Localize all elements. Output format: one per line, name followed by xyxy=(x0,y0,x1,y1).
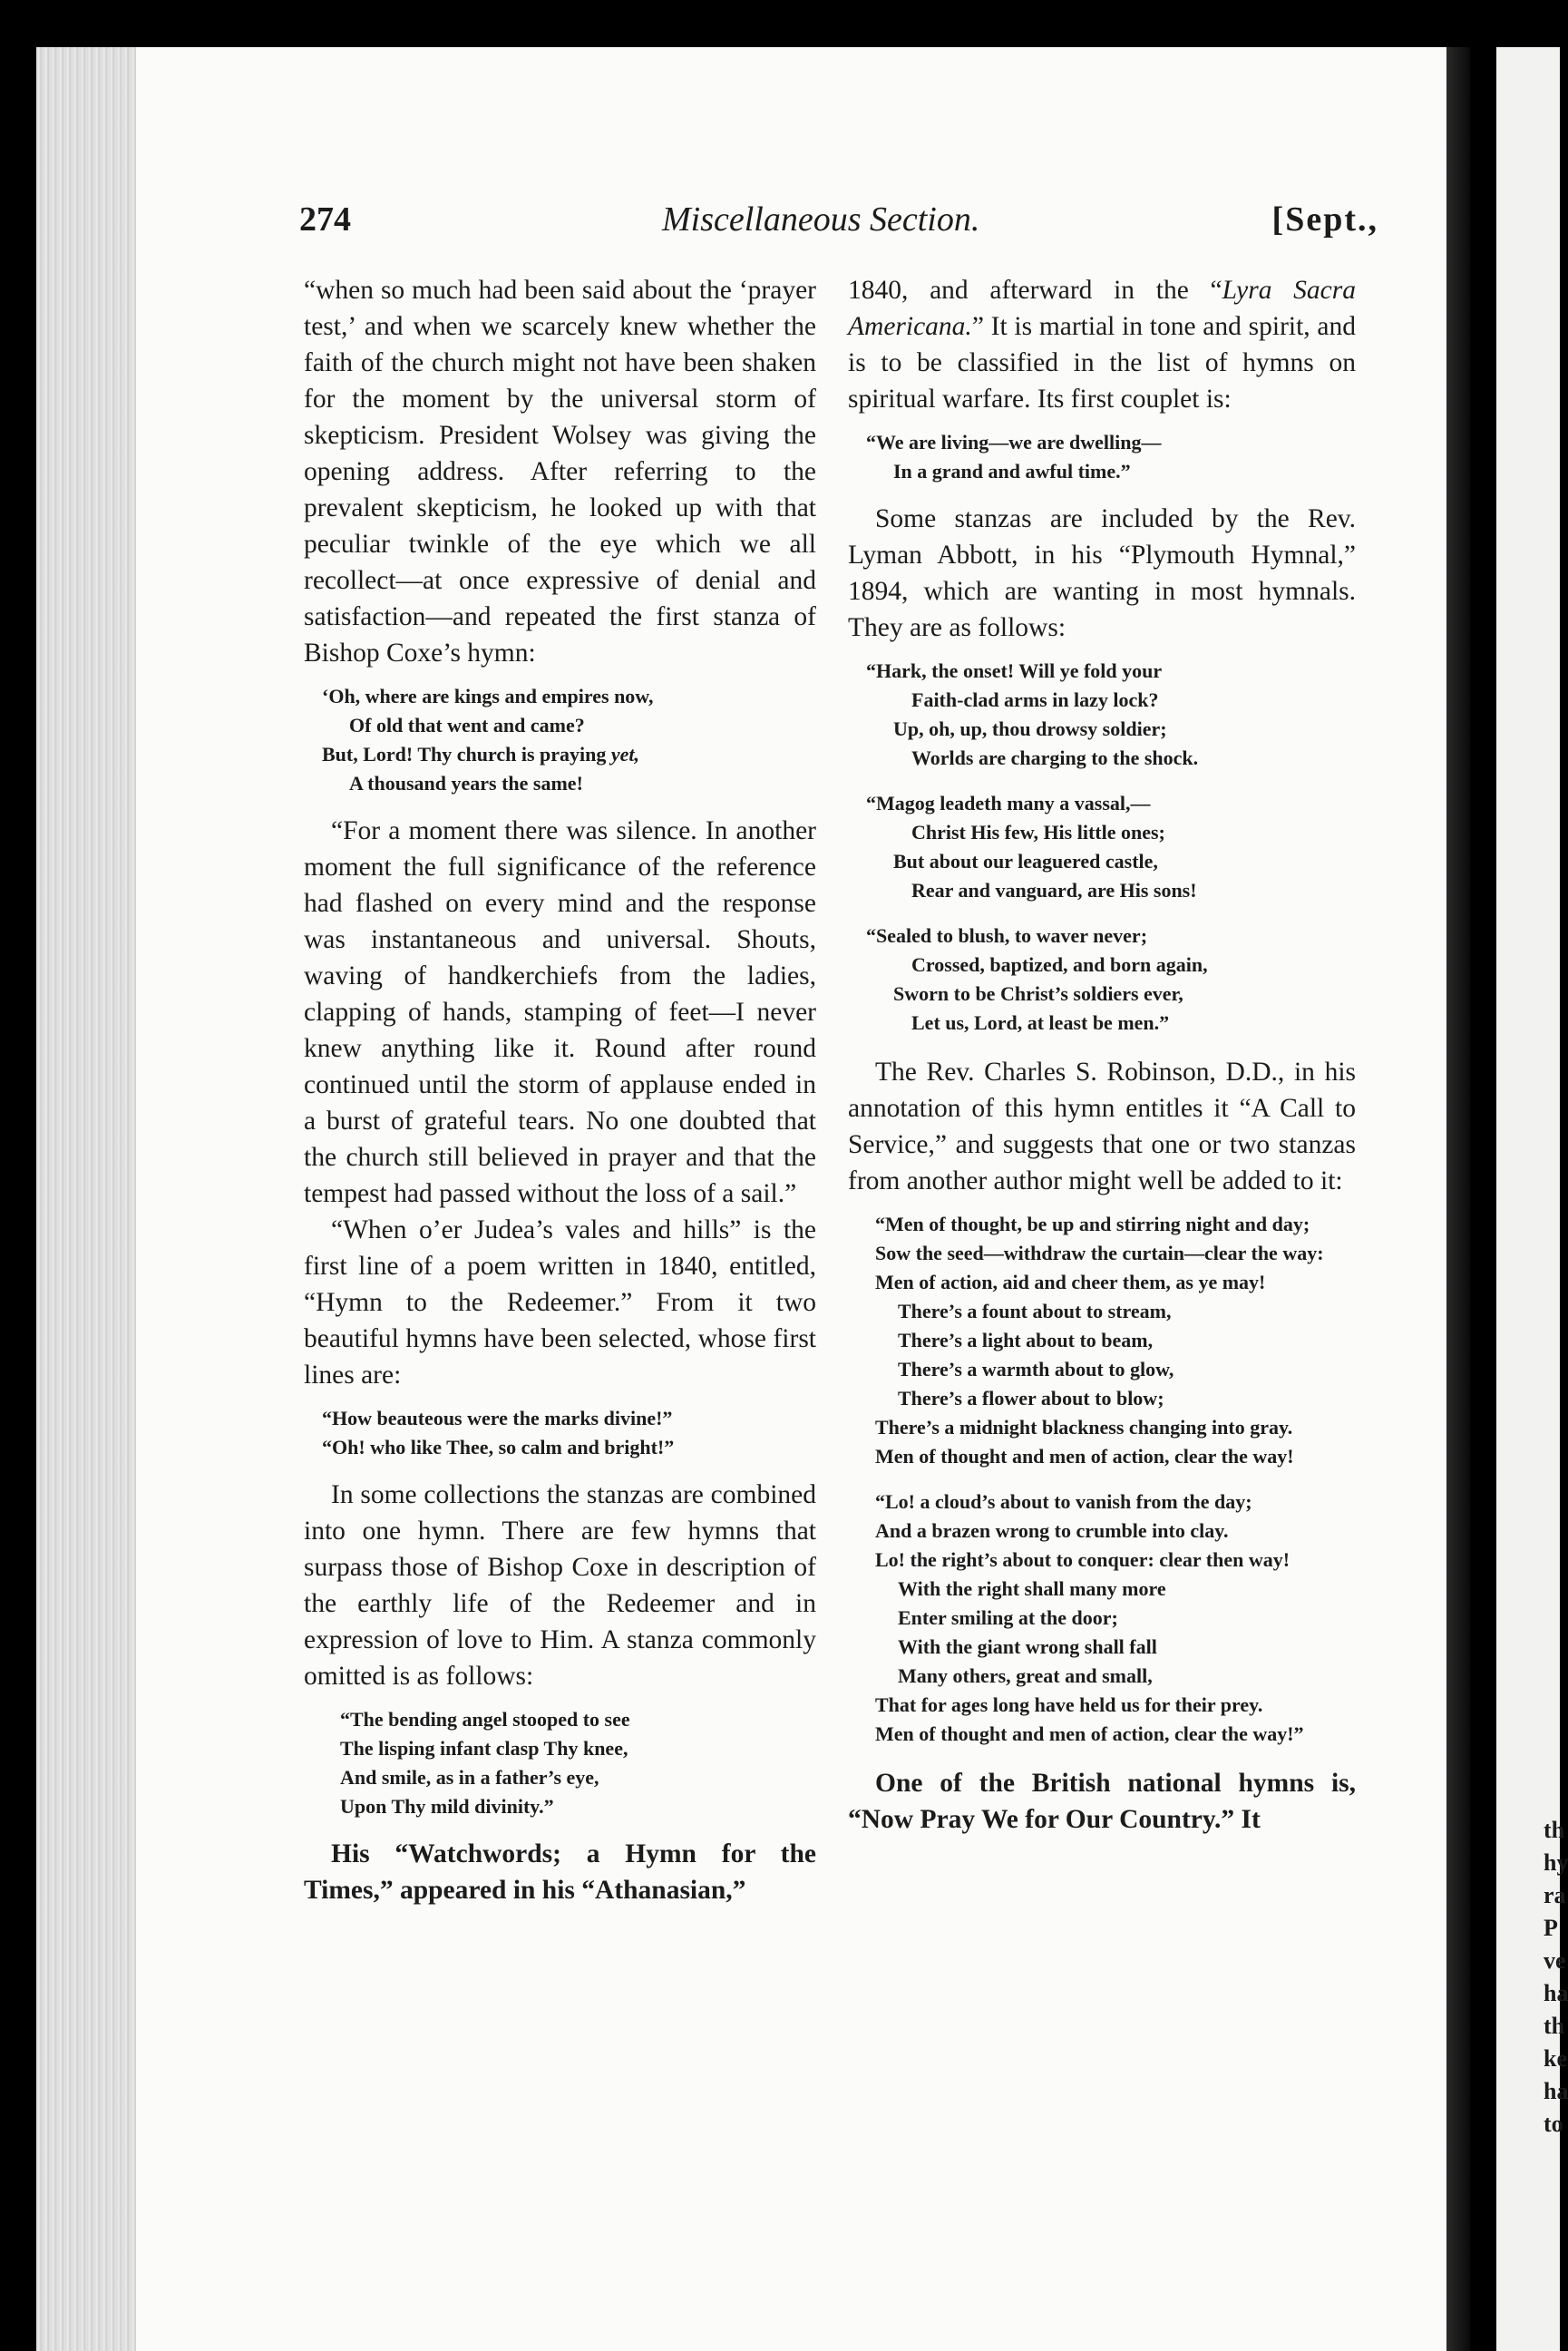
verse-line: There’s a midnight blackness changing into gray. xyxy=(875,1416,1293,1439)
next-page-fragment: ve xyxy=(1544,1947,1566,1974)
paragraph: In some collections the stanzas are combined into one hymn. There are few hymns that surpass those of Bishop Coxe in description of the earthly life of the Redeemer and in expression of love to Him. A stanza commonly omitted is as follows: xyxy=(304,1480,816,1691)
verse-quote xyxy=(322,682,816,798)
verse-line: “Oh! who like Thee, so calm and bright!” xyxy=(322,1436,675,1458)
verse-line: And smile, as in a father’s eye, xyxy=(340,1766,599,1789)
verse-line: There’s a flower about to blow; xyxy=(898,1387,1164,1410)
verse-quote xyxy=(340,1705,816,1821)
section-title: Miscellaneous Section. xyxy=(662,200,980,239)
italic-word: yet, xyxy=(610,743,640,766)
verse-line: Christ His few, His little ones; xyxy=(911,821,1165,844)
next-page-fragment: th xyxy=(1544,1817,1565,1843)
verse-line: “Hark, the onset! Will ye fold your xyxy=(866,659,1163,682)
verse-line: “Sealed to blush, to waver never; xyxy=(866,924,1148,947)
verse-line: ‘Oh, where are kings and empires now, xyxy=(322,685,654,707)
paragraph: The Rev. Charles S. Robinson, D.D., in his annotation of this hymn entitles it “A Call to Service,” and suggests that one or two stanzas from another author might well be added to it: xyxy=(848,1058,1356,1195)
issue-month: [Sept., xyxy=(1271,200,1378,239)
verse-line: Enter smiling at the door; xyxy=(898,1606,1118,1629)
verse-line: “Lo! a cloud’s about to vanish from the day; xyxy=(875,1490,1252,1513)
stanza xyxy=(866,657,1356,773)
verse-line: “We are living—we are dwelling— xyxy=(866,431,1162,454)
stanza xyxy=(848,1210,1356,1471)
paragraph: His “Watchwords; a Hymn for the Times,” appeared in his “Athanasian,” xyxy=(304,1839,816,1905)
verse-line: Men of thought and men of action, clear the way!” xyxy=(875,1722,1304,1745)
next-page-fragment: ke xyxy=(1544,2045,1567,2072)
stanza xyxy=(866,922,1356,1038)
next-page-strip xyxy=(1496,47,1568,2351)
verse-line: Let us, Lord, at least be men.” xyxy=(911,1011,1170,1034)
verse-quote xyxy=(866,428,1356,486)
page-number: 274 xyxy=(299,200,351,239)
verse-quote xyxy=(848,1210,1356,1749)
verse-quote xyxy=(322,1404,816,1462)
verse-line: The lisping infant clasp Thy knee, xyxy=(340,1737,628,1760)
verse-line: Men of thought and men of action, clear the way! xyxy=(875,1445,1294,1468)
verse-line: Sow the seed—withdraw the curtain—clear the way: xyxy=(875,1242,1324,1264)
stanza xyxy=(866,789,1356,905)
next-page-fragment: hy xyxy=(1544,1849,1568,1876)
verse-line: And a brazen wrong to crumble into clay. xyxy=(875,1519,1229,1542)
verse-line: Up, oh, up, thou drowsy soldier; xyxy=(893,717,1167,740)
verse-line: A thousand years the same! xyxy=(349,772,583,795)
verse-line: “Magog leadeth many a vassal,— xyxy=(866,792,1151,815)
paragraph: “When o’er Judea’s vales and hills” is the first line of a poem written in 1840, entitled, “Hymn to the Redeemer.” From it two beautiful hymns have been selected, whose first lines are: xyxy=(304,1215,816,1390)
running-header xyxy=(299,200,1378,250)
verse-line: With the right shall many more xyxy=(898,1577,1166,1600)
next-page-fragment: ha xyxy=(1544,2078,1568,2104)
paragraph: “when so much had been said about the ‘prayer test,’ and when we scarcely knew whether the faith of the church might not have been shaken for the moment by the universal storm of skepticism. President Wolsey was giving the opening address. After referring to the prevalent skepticism, he looked up with that peculiar twinkle of the eye which we all recollect—at once expressive of denial and satisfaction—and repeated the first stanza of Bishop Coxe’s hymn: xyxy=(304,276,816,668)
verse-line: With the giant wrong shall fall xyxy=(898,1635,1157,1658)
verse-quote xyxy=(866,657,1356,1038)
verse-line: “The bending angel stooped to see xyxy=(340,1708,630,1731)
verse-line: “How beauteous were the marks divine!” xyxy=(322,1407,673,1429)
next-page-fragment: to xyxy=(1544,2111,1563,2137)
verse-line: Crossed, baptized, and born again, xyxy=(911,953,1208,976)
verse-line: “Men of thought, be up and stirring night and day; xyxy=(875,1213,1310,1235)
next-page-fragment: ha xyxy=(1544,1980,1568,2006)
next-page-fragment: th xyxy=(1544,2013,1565,2039)
verse-line: Upon Thy mild divinity.” xyxy=(340,1795,554,1818)
stanza xyxy=(848,1488,1356,1749)
verse-line: Sworn to be Christ’s soldiers ever, xyxy=(893,982,1183,1005)
paragraph: One of the British national hymns is, “Now Pray We for Our Country.” It xyxy=(848,1769,1356,1834)
verse-line: There’s a warmth about to glow, xyxy=(898,1358,1174,1380)
verse-line: There’s a light about to beam, xyxy=(898,1329,1154,1351)
verse-line: Men of action, aid and cheer them, as ye may! xyxy=(875,1271,1266,1293)
verse-line: In a grand and awful time.” xyxy=(893,460,1131,483)
verse-line: But about our leaguered castle, xyxy=(893,850,1158,873)
next-page-fragment: P xyxy=(1544,1915,1558,1941)
page-gutter xyxy=(1446,47,1470,2351)
left-column xyxy=(304,272,816,1908)
paragraph: Some stanzas are included by the Rev. Lyman Abbott, in his “Plymouth Hymnal,” 1894, which are wanting in most hymnals. They are as follows: xyxy=(848,504,1356,642)
paragraph: 1840, and afterward in the “Lyra Sacra Americana.” It is martial in tone and spirit, and is to be classified in the list of hymns on spiritual warfare. Its first couplet is: xyxy=(848,276,1356,414)
italic-title: Lyra Sacra Americana. xyxy=(848,276,1356,341)
verse-line: Rear and vanguard, are His sons! xyxy=(911,879,1197,902)
verse-line: Worlds are charging to the shock. xyxy=(911,746,1199,769)
verse-line: Lo! the right’s about to conquer: clear then way! xyxy=(875,1548,1290,1571)
verse-line: Of old that went and came? xyxy=(349,714,585,737)
verse-line: There’s a fount about to stream, xyxy=(898,1300,1172,1322)
verse-line: Many others, great and small, xyxy=(898,1664,1153,1687)
next-page-fragment: ra xyxy=(1544,1882,1566,1908)
verse-line: That for ages long have held us for their prey. xyxy=(875,1693,1263,1716)
paragraph: “For a moment there was silence. In another moment the full significance of the reference had flashed on every mind and the response was instantaneous and universal. Shouts, waving of handkerchiefs from the ladies, clapping of hands, stamping of feet—I never knew anything like it. Round after round continued until the storm of applause ended in a burst of grateful tears. No one doubted that the church still believed in prayer and that the tempest had passed without the loss of a sail.” xyxy=(304,816,816,1208)
verse-line: But, Lord! Thy church is praying yet, xyxy=(322,743,640,766)
verse-line: Faith-clad arms in lazy lock? xyxy=(911,688,1159,711)
right-column xyxy=(848,272,1356,1838)
